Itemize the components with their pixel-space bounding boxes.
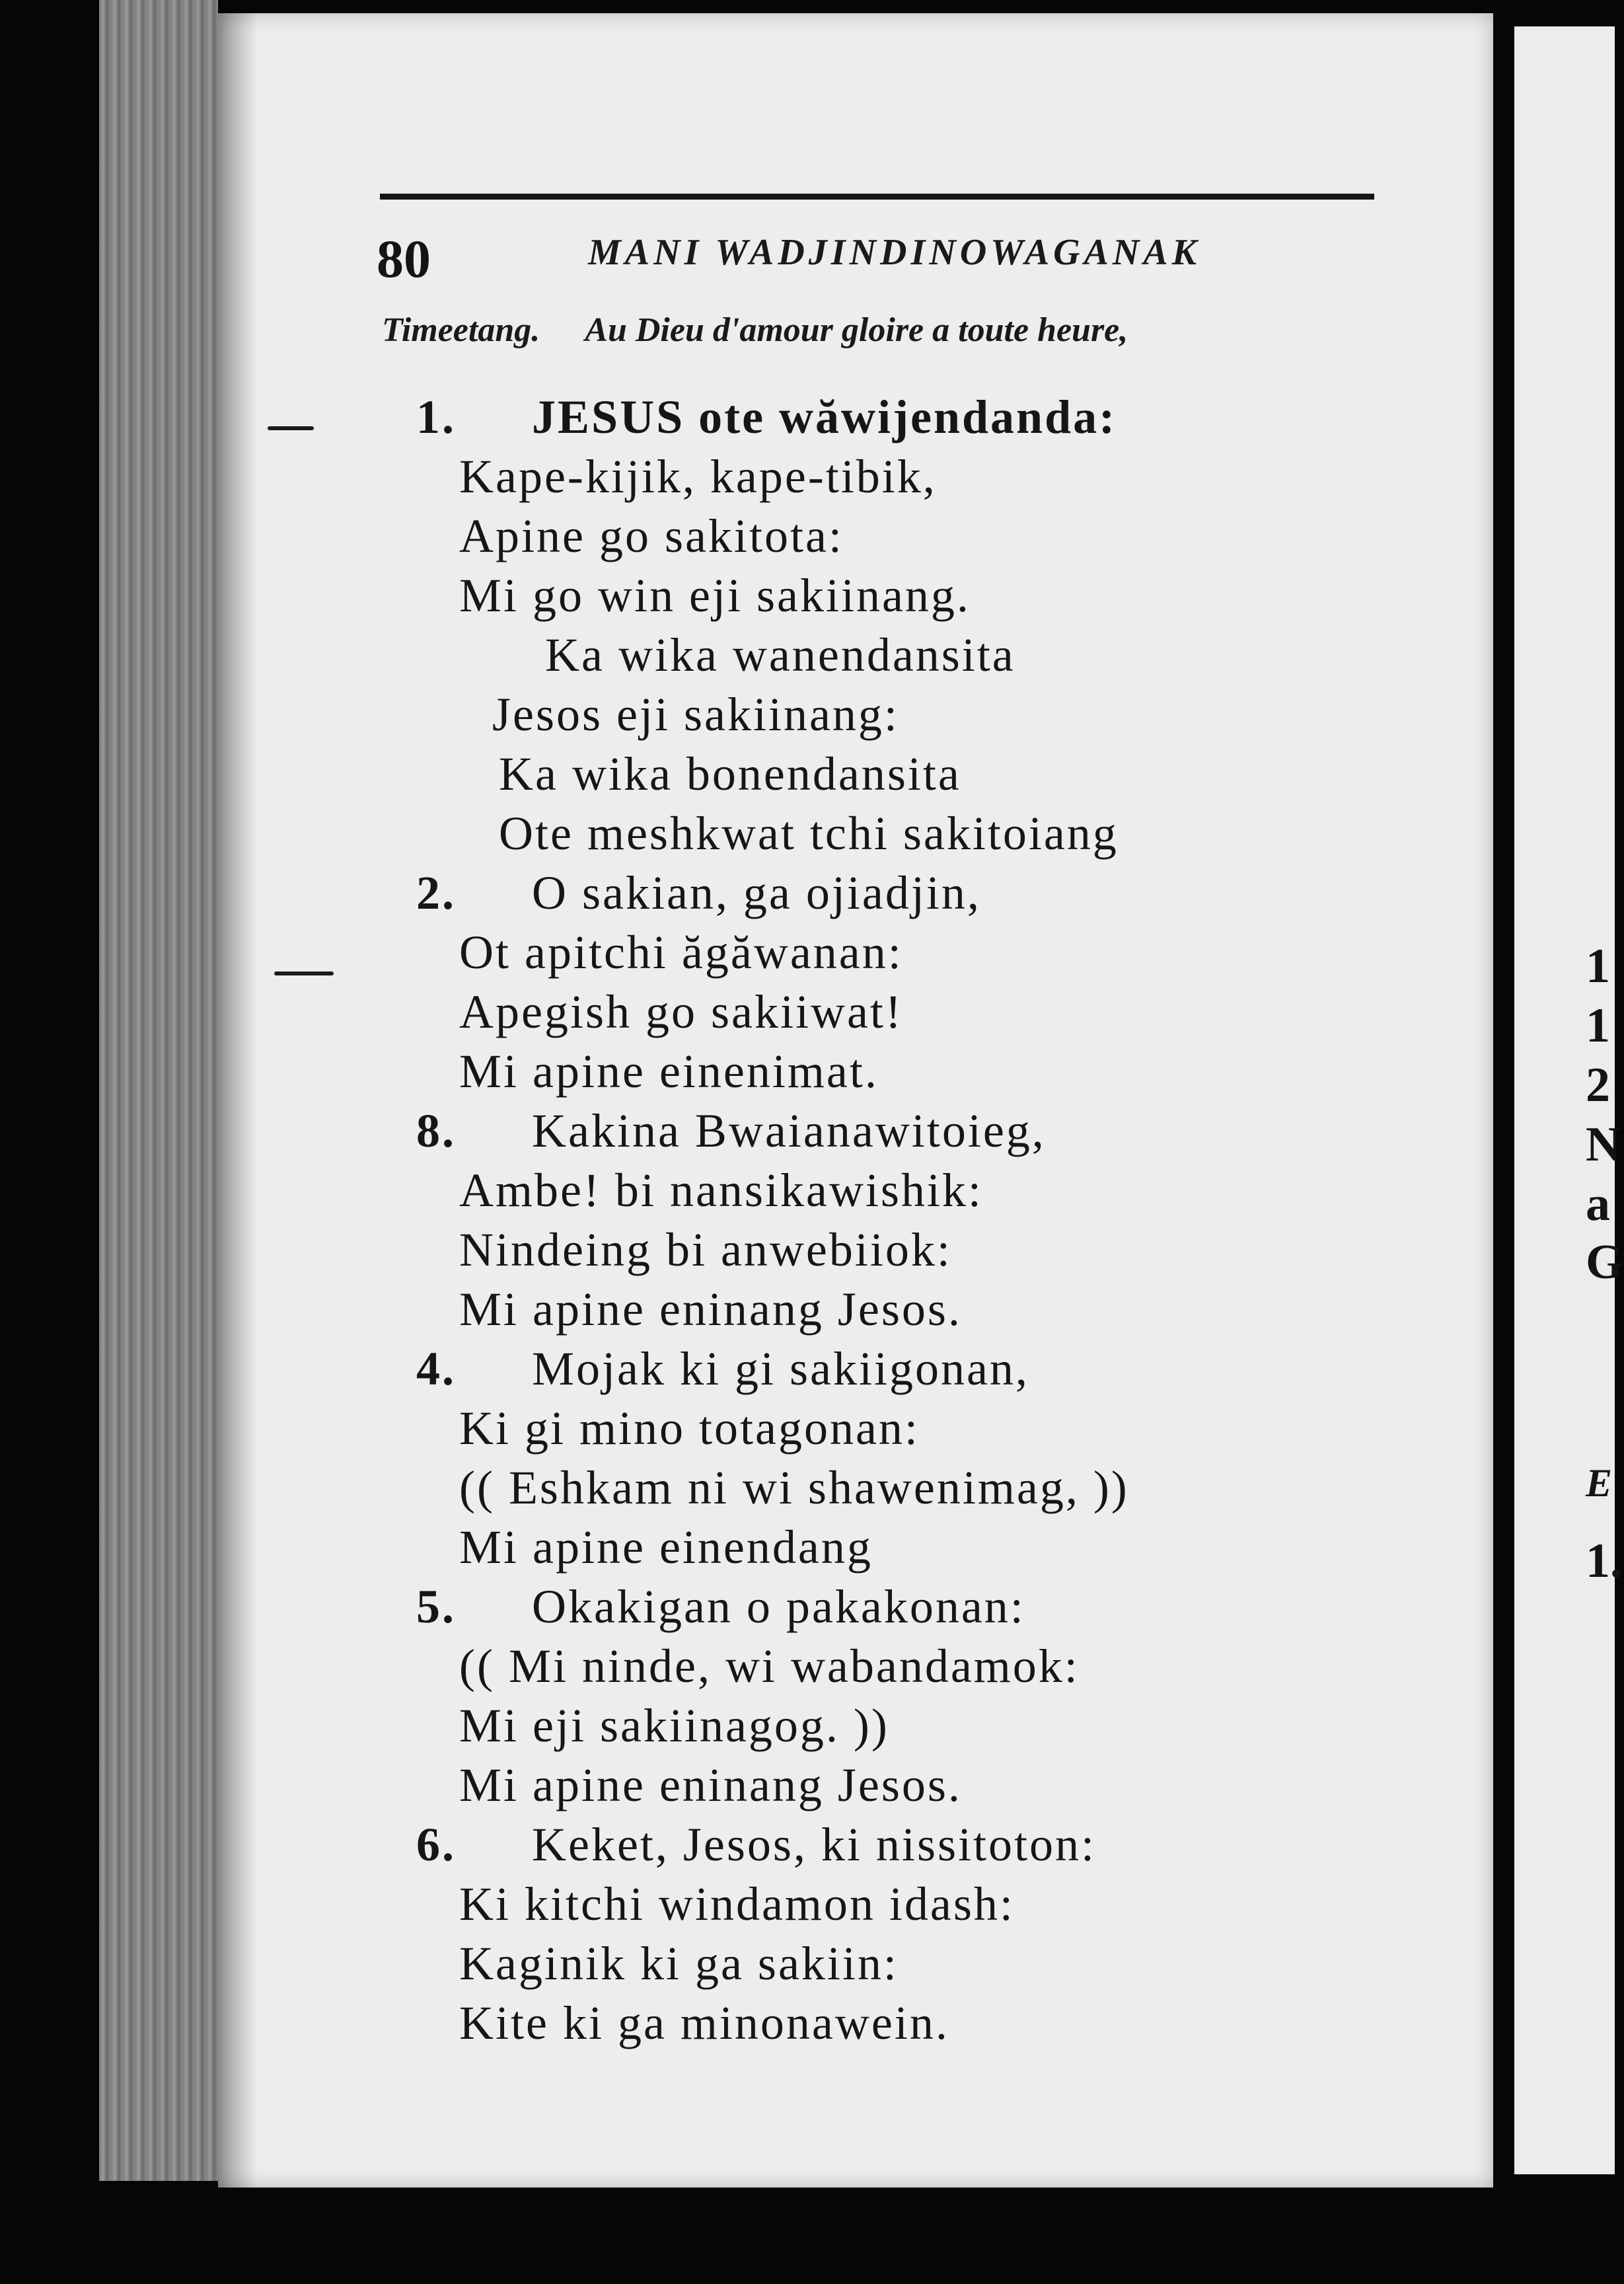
facing-page-fragment: G xyxy=(1586,1235,1624,1289)
verse-text: JESUS ote wăwijendanda: xyxy=(532,391,1117,443)
running-title: MANI WADJINDINOWAGANAK xyxy=(588,232,1201,273)
margin-mark xyxy=(268,426,314,430)
verse-first-line xyxy=(416,1342,1029,1396)
verse-text: Mojak ki gi sakiigonan, xyxy=(532,1342,1029,1395)
verse-line: Ambe! bi nansikawishik: xyxy=(459,1164,983,1217)
verse-line: Ka wika wanendansita xyxy=(545,628,1015,681)
verse-line: Mi go win eji sakiinang. xyxy=(459,569,971,622)
facing-page-fragment: N xyxy=(1586,1118,1621,1172)
verse-line: Mi apine einendang xyxy=(459,1521,873,1574)
tune-name: Au Dieu d'amour gloire a toute heure, xyxy=(585,311,1128,349)
facing-page-fragment: 2 xyxy=(1586,1058,1610,1112)
verse-line: Mi eji sakiinagog. )) xyxy=(459,1699,889,1752)
verse-text: Kakina Bwaianawitoieg, xyxy=(532,1104,1046,1157)
margin-mark xyxy=(274,971,334,975)
verse-line: Jesos eji sakiinang: xyxy=(492,688,899,741)
verse-number: 5. xyxy=(416,1580,456,1633)
facing-page-fragment: a xyxy=(1586,1177,1610,1231)
page-number: 80 xyxy=(377,229,431,289)
verse-text: Keket, Jesos, ki nissitoton: xyxy=(532,1818,1096,1871)
facing-page-fragment: 1 xyxy=(1586,939,1610,993)
verse-line: (( Eshkam ni wi shawenimag, )) xyxy=(459,1461,1129,1514)
verse-first-line xyxy=(416,1817,1096,1872)
verse-line: Apegish go sakiiwat! xyxy=(459,985,903,1038)
verse-line: Ki gi mino totagonan: xyxy=(459,1402,920,1455)
verse-first-line xyxy=(416,1580,1025,1634)
verse-text: O sakian, ga ojiadjin, xyxy=(532,866,981,919)
verse-line: Ot apitchi ăgăwanan: xyxy=(459,926,903,979)
verse-first-line xyxy=(416,1104,1046,1159)
verse-line: Ka wika bonendansita xyxy=(499,747,961,800)
verse-line: Kape-kijik, kape-tibik, xyxy=(459,450,937,503)
verse-line: Apine go sakitota: xyxy=(459,510,844,562)
header-rule xyxy=(380,194,1374,200)
verse-line: Kite ki ga minonawein. xyxy=(459,1997,949,2049)
facing-page-fragment: 1. xyxy=(1586,1534,1623,1588)
page-edge-stack xyxy=(99,0,218,2181)
verse-first-line xyxy=(416,390,1117,445)
verse-line: Kaginik ki ga sakiin: xyxy=(459,1937,899,1990)
verse-number: 4. xyxy=(416,1342,456,1395)
verse-line: Nindeing bi anwebiiok: xyxy=(459,1223,952,1276)
verse-number: 1. xyxy=(416,391,456,443)
tune-label: Timeetang. xyxy=(382,311,540,349)
verse-line: Ki kitchi windamon idash: xyxy=(459,1878,1015,1930)
verse-number: 8. xyxy=(416,1104,456,1157)
spine-shadow xyxy=(218,13,258,2188)
verse-number: 2. xyxy=(416,866,456,919)
verse-line: Mi apine eninang Jesos. xyxy=(459,1759,962,1811)
verse-line: Ote meshkwat tchi sakitoiang xyxy=(499,807,1119,860)
verse-first-line xyxy=(416,866,981,921)
tune-line xyxy=(382,311,1128,350)
verse-line: (( Mi ninde, wi wabandamok: xyxy=(459,1640,1080,1693)
facing-page-fragment: 1 xyxy=(1586,999,1610,1053)
verse-line: Mi apine einenimat. xyxy=(459,1045,879,1098)
verse-number: 6. xyxy=(416,1818,456,1871)
facing-page-fragment: E xyxy=(1586,1461,1613,1505)
verse-text: Okakigan o pakakonan: xyxy=(532,1580,1025,1633)
verse-line: Mi apine eninang Jesos. xyxy=(459,1283,962,1336)
